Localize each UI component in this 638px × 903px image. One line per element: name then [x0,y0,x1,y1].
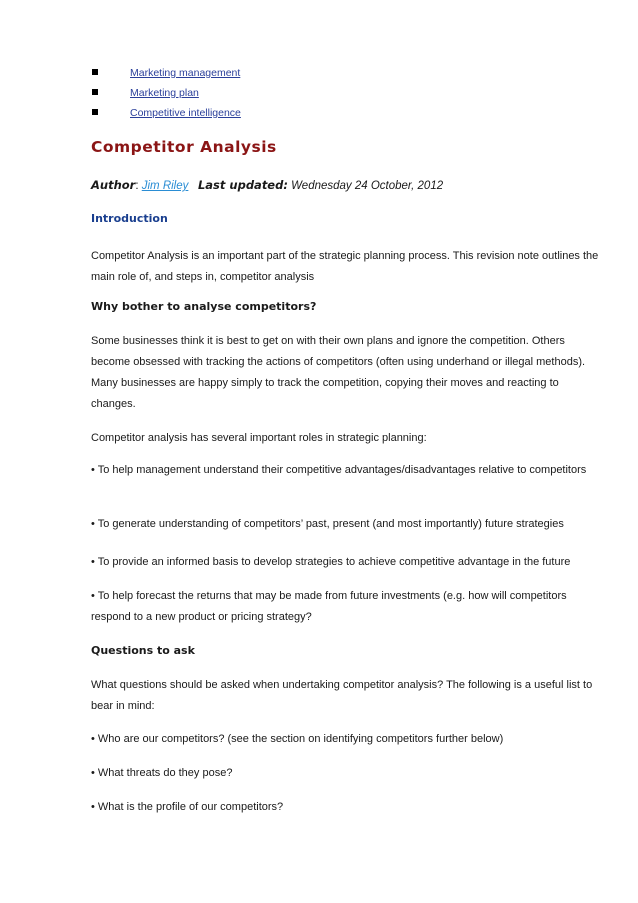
intro-heading: Introduction [91,212,168,225]
role-item: • To help management understand their competitive advantages/disadvantages relative to competitors [91,464,587,476]
questions-heading: Questions to ask [91,644,195,657]
article-title: Competitor Analysis [91,138,277,156]
why-heading: Why bother to analyse competitors? [91,300,317,313]
updated-date: Wednesday 24 October, 2012 [291,180,444,192]
square-bullet-icon [92,109,98,115]
updated-label: Last updated: [197,178,288,192]
author-label: Author [91,178,136,192]
role-item: • To provide an informed basis to develop strategies to achieve competitive advantage in the future [91,556,571,568]
link-competitive-intelligence[interactable]: Competitive intelligence [130,107,241,119]
why-paragraph: Some businesses think it is best to get on with their own plans and ignore the competition. Others become obsessed with tracking the actions of competitors (often using underhand or illegal methods). Many businesses are happy simply to track the competition, copying their moves and reacting to changes. [91,335,586,410]
square-bullet-icon [92,89,98,95]
link-marketing-plan[interactable]: Marketing plan [130,87,199,99]
role-item: • To help forecast the returns that may be made from future investments (e.g. how will competitors respond to a new product or pricing strategy? [91,590,567,623]
roles-intro-paragraph: Competitor analysis has several important roles in strategic planning: [91,432,427,444]
author-separator: : [135,180,142,192]
question-item: • What threats do they pose? [91,767,233,779]
intro-paragraph: Competitor Analysis is an important part of the strategic planning process. This revision note outlines the main role of, and steps in, competitor analysis [91,250,599,283]
question-item: • Who are our competitors? (see the section on identifying competitors further below) [91,733,504,745]
author-link[interactable]: Jim Riley [141,180,189,192]
square-bullet-icon [92,69,98,75]
question-item: • What is the profile of our competitors? [91,801,284,813]
role-item: • To generate understanding of competitors’ past, present (and most importantly) future strategies [91,518,564,530]
questions-intro-paragraph: What questions should be asked when undertaking competitor analysis? The following is a useful list to bear in mind: [91,679,593,712]
link-marketing-management[interactable]: Marketing management [130,67,241,79]
article-meta [91,178,443,192]
